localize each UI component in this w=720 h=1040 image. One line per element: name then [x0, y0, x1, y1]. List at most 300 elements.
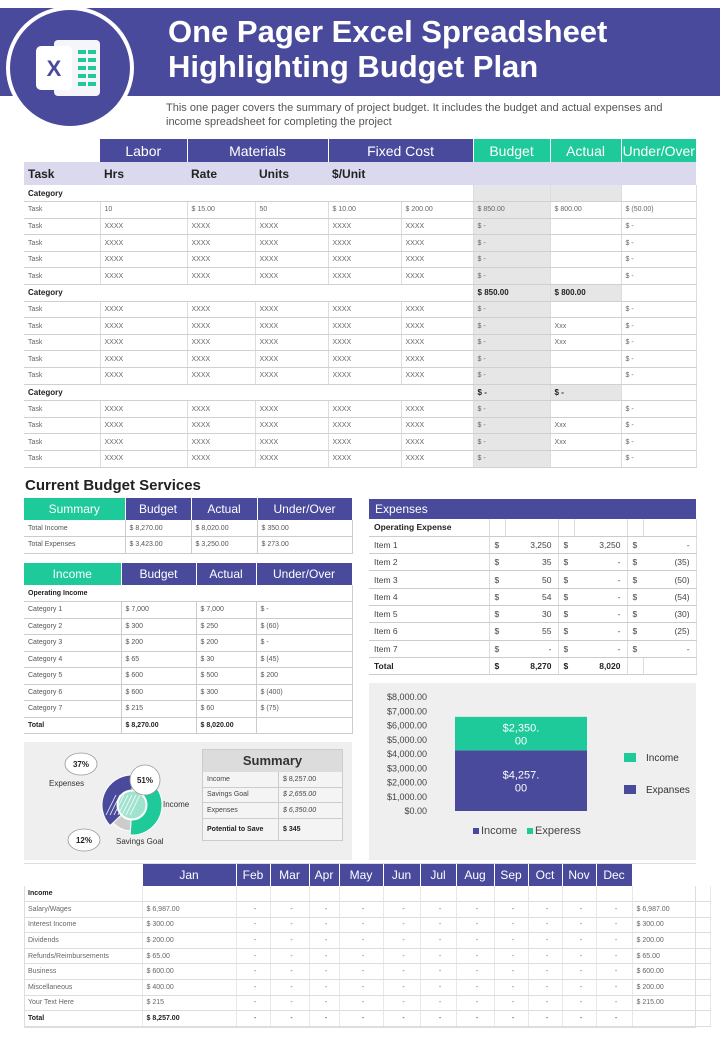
expense-section-label: Operating Expense — [369, 519, 489, 536]
monthly-empty-cell: - — [596, 902, 632, 918]
task-cell: XXXX — [187, 401, 255, 418]
task-cell: XXXX — [100, 251, 187, 268]
monthly-empty-cell: - — [456, 1011, 494, 1027]
category-total — [621, 384, 696, 401]
title-line-2: Highlighting Budget Plan — [168, 49, 539, 84]
monthly-blank-cell — [309, 886, 339, 902]
income-cell: $ 200 — [121, 635, 196, 652]
expense-section-row — [369, 519, 696, 536]
monthly-empty-cell: - — [339, 933, 383, 949]
expense-cell: $ — [627, 588, 643, 605]
expense-row — [369, 554, 696, 571]
task-cell: $ - — [621, 417, 696, 434]
task-cell: XXXX — [401, 301, 473, 318]
task-cell: $ - — [473, 318, 550, 335]
task-row — [24, 417, 696, 434]
expense-cell: $ — [558, 588, 574, 605]
task-cell: XXXX — [401, 451, 473, 468]
task-cell: $ - — [473, 268, 550, 285]
summary-box-title: Summary — [203, 750, 343, 772]
task-cell: $ - — [621, 368, 696, 385]
task-cell: $ 800.00 — [550, 202, 621, 219]
monthly-empty-cell: - — [494, 948, 528, 964]
task-cell: $ - — [473, 451, 550, 468]
task-cell: XXXX — [255, 351, 328, 368]
monthly-label: Business — [24, 964, 142, 980]
task-cell: XXXX — [187, 334, 255, 351]
monthly-empty-cell: - — [270, 917, 309, 933]
monthly-total-label: Total — [24, 1011, 142, 1027]
expense-row — [369, 623, 696, 640]
column-header-8 — [621, 162, 696, 185]
monthly-empty-cell: - — [528, 964, 562, 980]
monthly-row — [24, 948, 710, 964]
summary-box-row — [203, 772, 343, 788]
income-row — [24, 684, 352, 701]
group-header-actual: Actual — [550, 139, 621, 162]
expense-cell: $ — [489, 588, 505, 605]
monthly-empty-cell: - — [596, 995, 632, 1011]
income-row — [24, 701, 352, 718]
monthly-jan-value: $ 215 — [142, 995, 236, 1011]
column-header-7 — [550, 162, 621, 185]
monthly-total-total — [632, 1011, 710, 1027]
expenses-pct-label: 37% — [72, 760, 90, 769]
monthly-blank-cell — [270, 886, 309, 902]
task-cell: Task — [24, 218, 100, 235]
monthly-row-total: $ 200.00 — [632, 933, 710, 949]
group-header-materials: Materials — [187, 139, 328, 162]
income-cell: $ (45) — [256, 651, 352, 668]
monthly-blank-cell — [596, 886, 632, 902]
task-cell: XXXX — [100, 268, 187, 285]
monthly-empty-cell: - — [562, 964, 596, 980]
monthly-empty-cell: - — [236, 964, 270, 980]
task-cell: XXXX — [328, 301, 401, 318]
summary-box-cell: $ 8,257.00 — [279, 772, 343, 788]
monthly-empty-cell: - — [494, 995, 528, 1011]
expense-cell: Item 6 — [369, 623, 489, 640]
monthly-empty-cell: - — [236, 902, 270, 918]
bar-value-label: 00 — [514, 735, 528, 748]
monthly-empty-cell: - — [596, 964, 632, 980]
side-legend-swatch — [624, 753, 636, 762]
income-total-cell — [256, 717, 352, 734]
potential-save-cell: Potential to Save — [203, 818, 279, 840]
monthly-empty-cell: - — [494, 902, 528, 918]
monthly-empty-cell: - — [309, 917, 339, 933]
task-cell: $ - — [473, 351, 550, 368]
monthly-empty-cell: - — [270, 980, 309, 996]
task-cell: XXXX — [255, 451, 328, 468]
task-cell: XXXX — [328, 434, 401, 451]
monthly-row-total: $ 200.00 — [632, 980, 710, 996]
monthly-empty-cell: - — [420, 1011, 456, 1027]
task-cell: XXXX — [328, 235, 401, 252]
monthly-empty-cell: - — [309, 980, 339, 996]
income-total-cell: $ 8,020.00 — [196, 717, 256, 734]
task-cell: Xxx — [550, 334, 621, 351]
task-cell: $ - — [621, 434, 696, 451]
group-header-fixed-cost: Fixed Cost — [328, 139, 473, 162]
income-cell: Category 2 — [24, 618, 121, 635]
income-cell: $ 500 — [196, 668, 256, 685]
task-cell: Xxx — [550, 417, 621, 434]
monthly-empty-cell: - — [528, 1011, 562, 1027]
monthly-empty-cell: - — [383, 948, 420, 964]
summary-cell: $ 273.00 — [257, 537, 352, 554]
monthly-empty-cell: - — [236, 948, 270, 964]
task-cell: XXXX — [401, 318, 473, 335]
monthly-empty-cell: - — [383, 917, 420, 933]
expense-cell: (35) — [643, 554, 696, 571]
task-cell — [550, 451, 621, 468]
monthly-empty-cell: - — [596, 933, 632, 949]
monthly-empty-cell: - — [456, 933, 494, 949]
monthly-empty-cell: - — [494, 964, 528, 980]
expense-cell: Item 3 — [369, 571, 489, 588]
monthly-empty-cell: - — [383, 964, 420, 980]
income-row — [24, 618, 352, 635]
column-header-6 — [473, 162, 550, 185]
column-header-4: $/Unit — [328, 162, 401, 185]
task-row — [24, 368, 696, 385]
monthly-row-total: $ 300.00 — [632, 917, 710, 933]
expense-cell: $ — [558, 623, 574, 640]
column-header-5 — [401, 162, 473, 185]
task-cell: Task — [24, 235, 100, 252]
month-header-sep: Sep — [494, 864, 528, 886]
chart-panel — [369, 683, 696, 860]
income-section-row — [24, 585, 352, 602]
income-cell: $ 600 — [121, 668, 196, 685]
monthly-empty-cell: - — [596, 1011, 632, 1027]
expense-row — [369, 640, 696, 657]
income-cell: $ 250 — [196, 618, 256, 635]
monthly-row-total: $ 600.00 — [632, 964, 710, 980]
monthly-empty-cell: - — [456, 995, 494, 1011]
summary-box-row — [203, 787, 343, 803]
task-cell: $ - — [621, 334, 696, 351]
income-cell: $ 7,000 — [196, 602, 256, 619]
task-row — [24, 334, 696, 351]
expense-total-cell — [627, 657, 643, 674]
monthly-empty-cell: - — [270, 1011, 309, 1027]
savings-pct-label: 12% — [75, 836, 93, 845]
task-row — [24, 235, 696, 252]
task-row — [24, 301, 696, 318]
summary-box-cell: $ 6,350.00 — [279, 803, 343, 819]
category-total: $ - — [550, 384, 621, 401]
expense-cell: $ — [627, 605, 643, 622]
task-cell: XXXX — [255, 368, 328, 385]
monthly-empty-cell: - — [339, 964, 383, 980]
monthly-row — [24, 933, 710, 949]
monthly-label: Salary/Wages — [24, 902, 142, 918]
task-cell — [550, 251, 621, 268]
monthly-empty-cell: - — [339, 917, 383, 933]
monthly-jan-value: $ 6,987.00 — [142, 902, 236, 918]
expense-cell: $ — [489, 640, 505, 657]
expense-cell: $ — [627, 571, 643, 588]
income-col-header: Actual — [196, 563, 256, 585]
task-cell: $ - — [473, 368, 550, 385]
task-cell: XXXX — [328, 368, 401, 385]
income-cell: $ 30 — [196, 651, 256, 668]
task-cell: 50 — [255, 202, 328, 219]
task-cell: $ - — [473, 417, 550, 434]
task-cell — [550, 268, 621, 285]
category-total: $ 850.00 — [473, 285, 550, 302]
monthly-jan-value: $ 400.00 — [142, 980, 236, 996]
expense-cell: - — [574, 605, 627, 622]
monthly-row — [24, 964, 710, 980]
excel-icon — [10, 10, 130, 126]
income-row — [24, 651, 352, 668]
logo-badge — [6, 6, 134, 130]
category-total: $ 800.00 — [550, 285, 621, 302]
income-total-cell: $ 8,270.00 — [121, 717, 196, 734]
expense-cell: - — [643, 640, 696, 657]
income-pct-label: 51% — [136, 776, 154, 785]
task-cell: XXXX — [255, 334, 328, 351]
income-cell: $ - — [256, 602, 352, 619]
monthly-empty-cell: - — [309, 1011, 339, 1027]
monthly-empty-cell: - — [456, 902, 494, 918]
expense-cell: (30) — [643, 605, 696, 622]
monthly-empty-cell: - — [456, 980, 494, 996]
task-cell: XXXX — [100, 301, 187, 318]
month-header-apr: Apr — [309, 864, 339, 886]
summary-box — [202, 749, 343, 841]
task-cell: XXXX — [187, 351, 255, 368]
expense-cell: - — [574, 554, 627, 571]
income-cell: Category 7 — [24, 701, 121, 718]
monthly-empty-cell: - — [270, 964, 309, 980]
budget-services-heading: Current Budget Services — [25, 477, 201, 494]
expense-total-cell: 8,020 — [574, 657, 627, 674]
legend-label-bottom: Experess — [535, 825, 581, 837]
monthly-row — [24, 902, 710, 918]
expense-cell: $ — [558, 554, 574, 571]
monthly-empty-cell: - — [420, 948, 456, 964]
month-header-may: May — [339, 864, 383, 886]
monthly-empty-cell: - — [528, 980, 562, 996]
monthly-row-total: $ 65.00 — [632, 948, 710, 964]
task-row — [24, 268, 696, 285]
monthly-blank-cell — [236, 886, 270, 902]
summary-col-header: Summary — [24, 498, 125, 520]
task-cell — [550, 351, 621, 368]
budget-summary-table — [24, 498, 353, 554]
income-cell: Category 5 — [24, 668, 121, 685]
monthly-empty-cell: - — [528, 902, 562, 918]
task-cell: XXXX — [187, 368, 255, 385]
monthly-empty-cell: - — [456, 964, 494, 980]
task-cell: XXXX — [187, 218, 255, 235]
task-cell: Task — [24, 202, 100, 219]
task-cell: Task — [24, 301, 100, 318]
expense-cell: Item 4 — [369, 588, 489, 605]
summary-col-header: Under/Over — [257, 498, 352, 520]
task-cell: XXXX — [401, 218, 473, 235]
expense-cell: $ — [489, 571, 505, 588]
expense-cell: Item 7 — [369, 640, 489, 657]
monthly-empty-cell: - — [596, 980, 632, 996]
category-row — [24, 185, 696, 202]
monthly-empty-cell: - — [236, 933, 270, 949]
task-cell: XXXX — [401, 268, 473, 285]
task-cell: $ - — [473, 401, 550, 418]
task-cell: $ 200.00 — [401, 202, 473, 219]
month-header-total — [632, 864, 710, 886]
monthly-empty-cell: - — [494, 1011, 528, 1027]
category-label: Category — [24, 285, 473, 302]
task-cell: XXXX — [255, 301, 328, 318]
income-table — [24, 563, 353, 734]
column-header-1: Hrs — [100, 162, 187, 185]
monthly-empty-cell: - — [562, 933, 596, 949]
monthly-empty-cell: - — [236, 980, 270, 996]
expenses-header: Expenses — [369, 499, 696, 519]
expense-total-cell: 8,270 — [505, 657, 558, 674]
task-cell: Xxx — [550, 434, 621, 451]
task-cell: XXXX — [187, 318, 255, 335]
monthly-empty-cell: - — [236, 995, 270, 1011]
income-cell: $ (400) — [256, 684, 352, 701]
expense-cell: 50 — [505, 571, 558, 588]
summary-row — [24, 537, 352, 554]
expense-cell: 3,250 — [505, 536, 558, 553]
category-total — [473, 185, 550, 202]
category-total — [621, 185, 696, 202]
monthly-empty-cell: - — [339, 980, 383, 996]
task-cell: $ (50.00) — [621, 202, 696, 219]
monthly-label: Interest Income — [24, 917, 142, 933]
monthly-empty-cell: - — [456, 917, 494, 933]
y-tick-label: $2,000.00 — [386, 777, 427, 788]
summary-cell: Total Expenses — [24, 537, 125, 554]
monthly-income-table — [24, 864, 711, 1027]
summary-row — [24, 520, 352, 537]
expense-cell: 54 — [505, 588, 558, 605]
income-row — [24, 668, 352, 685]
expenses-label: Expenses — [49, 779, 85, 788]
monthly-empty-cell: - — [309, 964, 339, 980]
task-cell: XXXX — [255, 434, 328, 451]
task-cell — [550, 401, 621, 418]
expense-cell: $ — [627, 623, 643, 640]
task-cell: XXXX — [328, 451, 401, 468]
task-cell: XXXX — [401, 334, 473, 351]
task-cell: Task — [24, 251, 100, 268]
monthly-empty-cell: - — [456, 948, 494, 964]
month-header-jan: Jan — [142, 864, 236, 886]
expense-cell: (25) — [643, 623, 696, 640]
expense-cell: (50) — [643, 571, 696, 588]
monthly-label: Refunds/Reimbursements — [24, 948, 142, 964]
task-row — [24, 351, 696, 368]
bar-value-label: 00 — [514, 782, 528, 795]
task-cell: Task — [24, 434, 100, 451]
legend-label-bottom: Income — [481, 825, 518, 837]
task-cell: XXXX — [187, 301, 255, 318]
task-cell — [550, 368, 621, 385]
expense-section-blank — [643, 519, 696, 536]
monthly-empty-cell: - — [383, 933, 420, 949]
task-row — [24, 218, 696, 235]
task-cell: $ - — [621, 318, 696, 335]
monthly-empty-cell: - — [420, 980, 456, 996]
monthly-empty-cell: - — [309, 948, 339, 964]
monthly-empty-cell: - — [562, 902, 596, 918]
monthly-blank-cell — [456, 886, 494, 902]
expense-cell: $ — [489, 623, 505, 640]
income-col-header: Budget — [121, 563, 196, 585]
expense-cell: $ — [558, 571, 574, 588]
expense-cell: - — [505, 640, 558, 657]
income-cell: Category 4 — [24, 651, 121, 668]
monthly-total-row — [24, 1011, 710, 1027]
monthly-empty-cell: - — [596, 917, 632, 933]
monthly-empty-cell: - — [420, 964, 456, 980]
income-total-row — [24, 717, 352, 734]
task-cell — [550, 218, 621, 235]
task-cell: XXXX — [401, 368, 473, 385]
task-cell: XXXX — [187, 235, 255, 252]
expense-cell: - — [574, 588, 627, 605]
page-title — [168, 14, 708, 84]
task-cell: XXXX — [401, 351, 473, 368]
income-expenses-donut — [24, 742, 204, 860]
task-cell: $ 15.00 — [187, 202, 255, 219]
monthly-empty-cell: - — [494, 933, 528, 949]
task-cell: $ - — [621, 235, 696, 252]
expense-cell: $ — [558, 605, 574, 622]
y-tick-label: $6,000.00 — [386, 720, 427, 731]
task-cell: $ - — [473, 235, 550, 252]
monthly-empty-cell: - — [236, 1011, 270, 1027]
task-cell: $ - — [473, 301, 550, 318]
monthly-empty-cell: - — [339, 948, 383, 964]
monthly-empty-cell: - — [309, 902, 339, 918]
legend-label-side: Income — [646, 753, 679, 764]
bar-value-label: $4,257. — [502, 769, 540, 782]
expense-cell: - — [643, 536, 696, 553]
y-tick-label: $4,000.00 — [386, 749, 427, 759]
monthly-empty-cell: - — [236, 917, 270, 933]
month-header-blank — [24, 864, 142, 886]
task-cell: XXXX — [100, 351, 187, 368]
y-tick-label: $7,000.00 — [386, 706, 427, 717]
task-cell: $ - — [621, 401, 696, 418]
task-cell: $ - — [473, 434, 550, 451]
monthly-empty-cell: - — [383, 1011, 420, 1027]
monthly-blank-cell — [142, 886, 236, 902]
income-cell: $ 215 — [121, 701, 196, 718]
group-header-budget: Budget — [473, 139, 550, 162]
expense-section-blank — [505, 519, 558, 536]
monthly-blank-cell — [339, 886, 383, 902]
monthly-empty-cell: - — [383, 995, 420, 1011]
task-row — [24, 451, 696, 468]
task-cell: XXXX — [100, 218, 187, 235]
task-cell: XXXX — [328, 218, 401, 235]
y-tick-label: $0.00 — [404, 806, 427, 816]
income-label: Income — [163, 800, 190, 809]
expense-cell: $ — [489, 554, 505, 571]
category-row — [24, 384, 696, 401]
